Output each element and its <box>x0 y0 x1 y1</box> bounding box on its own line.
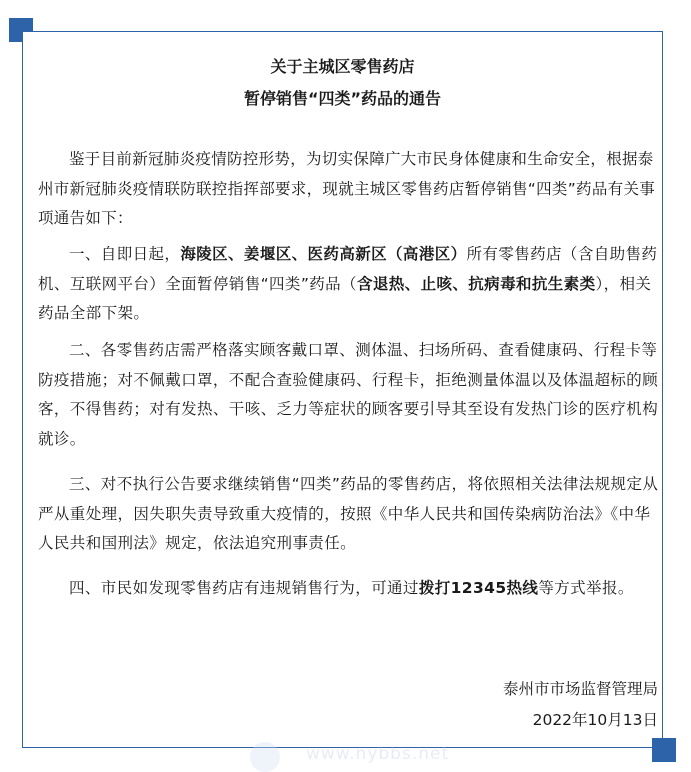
item-4-text-a: 四、市民如发现零售药店有违规销售行为，可通过 <box>69 579 419 597</box>
item-1-text-e: ），相关药品全部下架。 <box>38 274 652 322</box>
notice-title-line-1: 关于主城区零售药店 <box>270 57 415 76</box>
item-4-text-c: 等方式举报。 <box>538 579 634 597</box>
paragraph-item-4 <box>38 574 660 604</box>
watermark-text: www.nybbs.net <box>306 744 450 764</box>
paragraph-item-2: 二、各零售药店需严格落实顾客戴口罩、测体温、扫场所码、查看健康码、行程卡等防疫措施；对不佩戴口罩，不配合查验健康码、行程卡，拒绝测量体温以及体温超标的顾客，不得售药；对有发热、干咳、乏力等症状的顾客要引导其至设有发热门诊的医疗机构就诊。 <box>38 341 659 448</box>
item-1-districts: 海陵区、姜堰区、医药高新区（高港区） <box>180 245 467 263</box>
item-1-text-c: 所有零售药店（含自助售药机、互联网平台）全面暂停销售“四类”药品（ <box>38 245 658 293</box>
issuer-name: 泰州市市场监督管理局 <box>502 680 658 698</box>
watermark <box>250 738 510 768</box>
item-4-hotline: 拨打12345热线 <box>418 579 539 597</box>
notice-title-line-2: 暂停销售“四类”药品的通告 <box>243 89 442 108</box>
item-1-text-a: 一、自即日起， <box>69 245 181 263</box>
item-1-drug-types: 含退热、止咳、抗病毒和抗生素类 <box>356 274 596 293</box>
issue-date: 2022年10月13日 <box>532 711 658 729</box>
paragraph-intro: 鉴于目前新冠肺炎疫情防控形势，为切实保障广大市民身体健康和生命安全，根据泰州市新冠肺炎疫情联防联控指挥部要求，现就主城区零售药店暂停销售“四类”药品有关事项通告如下： <box>38 150 656 227</box>
paragraph-item-3: 三、对不执行公告要求继续销售“四类”药品的零售药店，将依照相关法律法规规定从严从重处理，因失职失责导致重大疫情的，按照《中华人民共和国传染病防治法》《中华人民共和国刑法》规定，依法追究刑事责任。 <box>38 475 659 552</box>
frame-corner-bottom-right <box>652 738 676 762</box>
paragraph-item-1 <box>38 240 660 329</box>
